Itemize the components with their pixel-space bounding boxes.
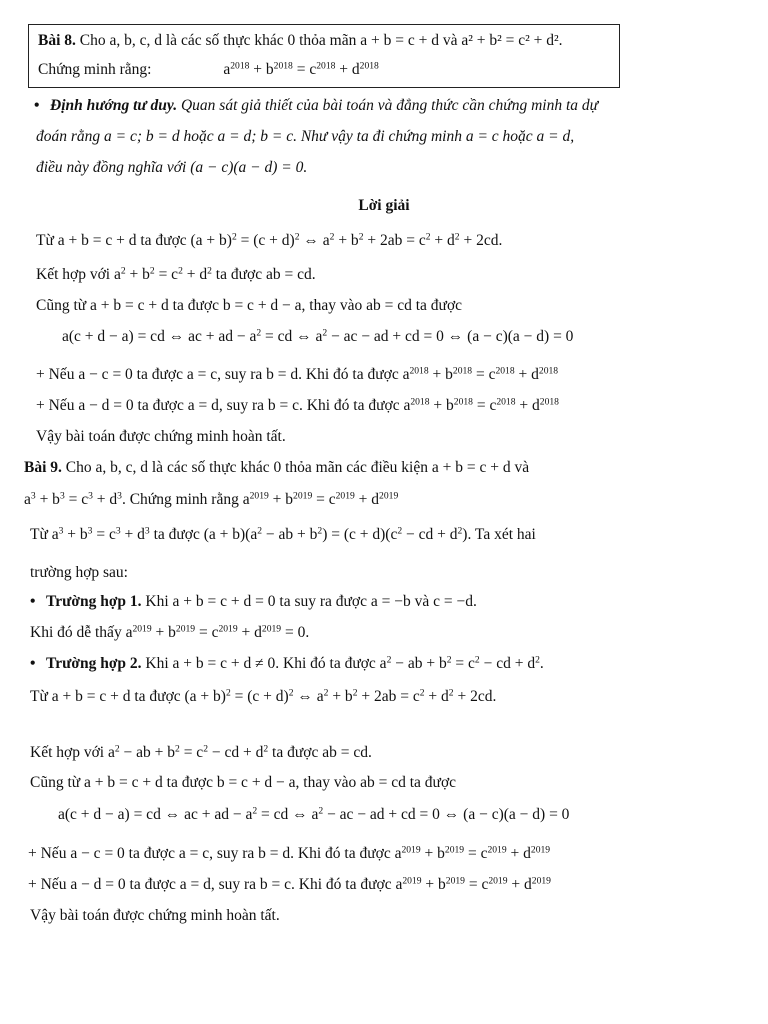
bai-9-case-1: • Trường hợp 1. Khi a + b = c + d = 0 ta suy ra được a = −b và c = −d. [30, 593, 477, 610]
bai-9-case-a-equals-c: + Nếu a − c = 0 ta được a = c, suy ra b = d. Khi đó ta được $a^{2019} + b^{2019} = c^{2019} + d^{2019}$ [28, 844, 551, 862]
orientation-line-2: đoán rằng a = c; b = d hoặc a = d; b = c. Như vậy ta đi chứng minh a = c hoặc a = d, [36, 128, 575, 145]
bai-8-prove-line [38, 61, 379, 80]
bai-8-case-a-equals-d: + Nếu a − d = 0 ta được a = d, suy ra b = c. Khi đó ta được $a^{2018} + b^{2018} = c^{2018} + d^{2018}$ [36, 396, 559, 414]
bai-8-conclusion: Vậy bài toán được chứng minh hoàn tất. [36, 428, 286, 445]
bullet-icon: • [30, 655, 36, 672]
solution-title: Lời giải [358, 197, 410, 214]
orientation-heading: Định hướng tư duy. [50, 97, 178, 114]
bai-8-case-a-equals-c: + Nếu a − c = 0 ta được a = c, suy ra b = d. Khi đó ta được $a^{2018} + b^{2018} = c^{2018} + d^{2018}$ [36, 365, 559, 383]
bai-8-solution-line-4: a(c + d − a) = cd ⇔ ac + ad − $a^2$ = cd ⇔ $a^2$ − ac − ad + cd = 0 ⇔ (a − c)(a − d) = 0 [62, 327, 574, 345]
bai-8-text: Cho a, b, c, d là các số thực khác 0 thỏa mãn a + b = c + d và a² + b² = c² + d². [79, 32, 563, 49]
bai-8-solution-line-1: Từ a + b = c + d ta được $(a + b)^2 = (c + d)^2$ ⇔ $a^2 + b^2 + 2ab = c^2 + d^2 + 2cd$. [36, 231, 503, 249]
case-2-heading: Trường hợp 2. [46, 655, 142, 672]
bullet-icon: • [34, 97, 40, 114]
bai-8-label: Bài 8. [38, 32, 76, 49]
bai-8-solution-line-2: Kết hợp với $a^2 + b^2 = c^2 + d^2$ ta được ab = cd. [36, 265, 316, 283]
bai-8-prove-equation: $a^{2018} + b^{2018} = c^{2018} + d^{2018}$ [223, 60, 379, 78]
orientation-text-1: Quan sát giả thiết của bài toán và đẳng thức cần chứng minh ta dự [180, 97, 599, 114]
bai-9-case-2: • Trường hợp 2. Khi a + b = c + d ≠ 0. Khi đó ta được $a^2$ − ab + $b^2 = c^2$ − cd + $d^2$. [30, 654, 544, 672]
bai-8-prove-label: Chứng minh rằng: [38, 61, 152, 78]
bai-9-line-2: trường hợp sau: [30, 564, 128, 581]
bai-8-solution-line-3: Cũng từ a + b = c + d ta được b = c + d − a, thay vào ab = cd ta được [36, 297, 463, 314]
bai-9-label: Bài 9. [24, 459, 62, 476]
bai-9-line-7: a(c + d − a) = cd ⇔ ac + ad − $a^2$ = cd ⇔ $a^2$ − ac − ad + cd = 0 ⇔ (a − c)(a − d) = 0 [58, 805, 570, 823]
bai-9-line-6: Cũng từ a + b = c + d ta được b = c + d − a, thay vào ab = cd ta được [30, 774, 457, 791]
bai-9-line-5: Kết hợp với $a^2$ − ab + $b^2 = c^2$ − cd + $d^2$ ta được ab = cd. [30, 743, 372, 761]
orientation-line-3: điều này đồng nghĩa với (a − c)(a − d) = 0. [36, 159, 308, 176]
bai-9-statement-line-2: $a^3 + b^3 = c^3 + d^3$. Chứng minh rằng $a^{2019} + b^{2019} = c^{2019} + d^{2019}$ [24, 490, 399, 508]
bai-9-line-3: Khi đó dễ thấy $a^{2019} + b^{2019} = c^{2019} + d^{2019} = 0$. [30, 623, 310, 641]
bai-8-statement [38, 32, 563, 51]
bullet-icon: • [30, 593, 36, 610]
orientation-line-1 [34, 97, 598, 116]
bai-9-line-4: Từ a + b = c + d ta được $(a + b)^2 = (c + d)^2$ ⇔ $a^2 + b^2 + 2ab = c^2 + d^2 + 2cd$. [30, 687, 497, 705]
bai-9-case-a-equals-d: + Nếu a − d = 0 ta được a = d, suy ra b = c. Khi đó ta được $a^{2019} + b^{2019} = c^{2019} + d^{2019}$ [28, 875, 551, 893]
bai-9-line-1: Từ $a^3 + b^3 = c^3 + d^3$ ta được $(a + b)(a^2$ − ab + $b^2) = (c + d)(c^2$ − cd + $d^2$). Ta xét hai [30, 525, 536, 543]
bai-9-conclusion: Vậy bài toán được chứng minh hoàn tất. [30, 907, 280, 924]
case-1-heading: Trường hợp 1. [46, 593, 142, 610]
bai-9-statement-line-1: Bài 9. Cho a, b, c, d là các số thực khác 0 thỏa mãn các điều kiện a + b = c + d và [24, 459, 530, 476]
